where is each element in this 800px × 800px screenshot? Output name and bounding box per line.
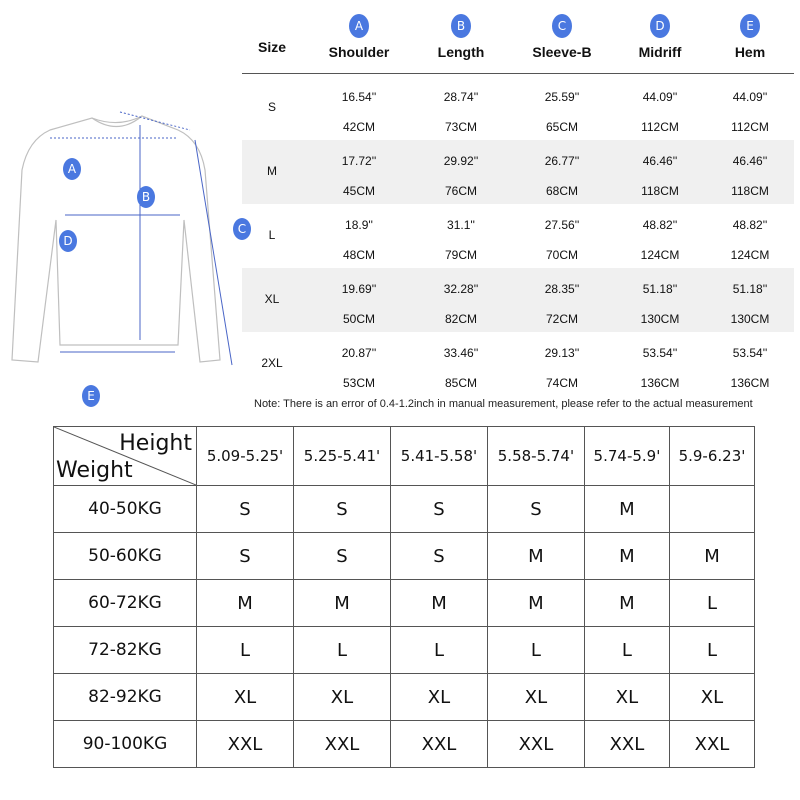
size-chart-table xyxy=(53,426,755,768)
weight-range: 90-100KG xyxy=(54,721,197,768)
inch-value: 27.56'' xyxy=(544,218,580,232)
height-axis-label: Height xyxy=(119,431,192,456)
inch-value: 53.54'' xyxy=(642,346,678,360)
height-weight-size-chart xyxy=(53,426,755,770)
size-label: M xyxy=(267,164,277,178)
size-cell: XL xyxy=(487,674,584,721)
column-header-hem xyxy=(700,14,800,60)
size-cell: S xyxy=(293,533,390,580)
badge-c: C xyxy=(233,218,251,240)
inch-value: 46.46'' xyxy=(642,154,678,168)
size-cell: S xyxy=(390,486,487,533)
size-label: XL xyxy=(264,292,280,306)
column-header-length xyxy=(411,14,511,60)
size-cell: M xyxy=(487,533,584,580)
cm-value: 65CM xyxy=(545,120,578,134)
column-label: Shoulder xyxy=(328,44,390,60)
garment-diagram xyxy=(0,100,250,420)
size-row-s xyxy=(242,76,794,140)
size-cell: S xyxy=(197,533,294,580)
cm-value: 124CM xyxy=(730,248,770,262)
height-header-row xyxy=(54,427,755,486)
weight-range: 40-50KG xyxy=(54,486,197,533)
size-cell: XXL xyxy=(293,721,390,768)
size-cell: S xyxy=(197,486,294,533)
badge-b: B xyxy=(451,14,471,38)
size-cell: L xyxy=(293,627,390,674)
size-cell: XL xyxy=(584,674,669,721)
inch-value: 26.77'' xyxy=(544,154,580,168)
size-cell: XXL xyxy=(584,721,669,768)
size-label: 2XL xyxy=(261,356,283,370)
height-range: 5.9-6.23' xyxy=(669,427,754,486)
badge-e: E xyxy=(740,14,760,38)
cm-value: 53CM xyxy=(342,376,375,390)
size-cell: XXL xyxy=(669,721,754,768)
inch-value: 51.18'' xyxy=(732,282,768,296)
cm-value: 118CM xyxy=(731,184,769,198)
inch-value: 46.46'' xyxy=(732,154,768,168)
inch-value: 51.18'' xyxy=(642,282,678,296)
inch-value: 44.09'' xyxy=(642,90,678,104)
weight-row xyxy=(54,627,755,674)
inch-value: 48.82'' xyxy=(732,218,768,232)
column-label: Hem xyxy=(734,44,766,60)
size-cell: L xyxy=(197,627,294,674)
cm-value: 124CM xyxy=(640,248,680,262)
size-cell: XXL xyxy=(197,721,294,768)
size-cell: S xyxy=(487,486,584,533)
inch-value: 17.72'' xyxy=(341,154,377,168)
cm-value: 130CM xyxy=(640,312,680,326)
size-cell: XL xyxy=(197,674,294,721)
weight-range: 60-72KG xyxy=(54,580,197,627)
column-header-midriff xyxy=(610,14,710,60)
inch-value: 53.54'' xyxy=(732,346,768,360)
weight-range: 72-82KG xyxy=(54,627,197,674)
measurement-header xyxy=(242,14,794,72)
size-label: S xyxy=(267,100,276,114)
size-cell: S xyxy=(390,533,487,580)
cm-value: 76CM xyxy=(444,184,477,198)
weight-row xyxy=(54,486,755,533)
inch-value: 28.74'' xyxy=(443,90,479,104)
size-cell: L xyxy=(669,627,754,674)
cm-value: 136CM xyxy=(730,376,770,390)
cm-value: 72CM xyxy=(545,312,578,326)
size-row-xl xyxy=(242,268,794,332)
cm-value: 79CM xyxy=(444,248,477,262)
size-cell: M xyxy=(669,533,754,580)
cm-value: 74CM xyxy=(545,376,578,390)
inch-value: 29.92'' xyxy=(443,154,479,168)
cm-value: 82CM xyxy=(444,312,477,326)
size-cell: L xyxy=(669,580,754,627)
cm-value: 85CM xyxy=(444,376,477,390)
size-cell: XL xyxy=(390,674,487,721)
weight-row xyxy=(54,721,755,768)
inch-value: 31.1'' xyxy=(447,218,475,232)
cm-value: 68CM xyxy=(545,184,578,198)
inch-value: 29.13'' xyxy=(544,346,580,360)
column-header-sleeve xyxy=(512,14,612,60)
inch-value: 19.69'' xyxy=(341,282,377,296)
cm-value: 112CM xyxy=(731,120,769,134)
size-cell: M xyxy=(584,486,669,533)
height-range: 5.58-5.74' xyxy=(487,427,584,486)
badge-a: A xyxy=(63,158,81,180)
cm-value: 118CM xyxy=(641,184,679,198)
size-label: L xyxy=(268,228,276,242)
header-divider xyxy=(242,73,794,74)
cm-value: 42CM xyxy=(342,120,375,134)
weight-range: 50-60KG xyxy=(54,533,197,580)
cm-value: 50CM xyxy=(342,312,375,326)
weight-range: 82-92KG xyxy=(54,674,197,721)
size-column-header: Size xyxy=(257,39,286,55)
size-row-l xyxy=(242,204,794,268)
weight-row xyxy=(54,674,755,721)
size-cell xyxy=(669,486,754,533)
size-row-m xyxy=(242,140,794,204)
badge-a: A xyxy=(349,14,369,38)
weight-row xyxy=(54,580,755,627)
badge-d: D xyxy=(59,230,77,252)
inch-value: 48.82'' xyxy=(642,218,678,232)
corner-cell xyxy=(54,427,197,486)
cm-value: 112CM xyxy=(641,120,679,134)
size-cell: M xyxy=(584,580,669,627)
long-sleeve-shirt-outline xyxy=(0,100,250,420)
inch-value: 18.9'' xyxy=(345,218,373,232)
size-cell: M xyxy=(293,580,390,627)
size-cell: XXL xyxy=(487,721,584,768)
cm-value: 48CM xyxy=(342,248,375,262)
size-cell: M xyxy=(197,580,294,627)
measurement-table xyxy=(242,0,794,420)
size-cell: M xyxy=(390,580,487,627)
badge-b: B xyxy=(137,186,155,208)
column-label: Length xyxy=(437,44,485,60)
size-cell: M xyxy=(584,533,669,580)
inch-value: 44.09'' xyxy=(732,90,768,104)
cm-value: 45CM xyxy=(342,184,375,198)
height-range: 5.74-5.9' xyxy=(584,427,669,486)
inch-value: 33.46'' xyxy=(443,346,479,360)
cm-value: 130CM xyxy=(730,312,770,326)
weight-row xyxy=(54,533,755,580)
column-header-shoulder xyxy=(309,14,409,60)
badge-c: C xyxy=(552,14,572,38)
size-cell: L xyxy=(584,627,669,674)
size-row-2xl xyxy=(242,332,794,396)
badge-e: E xyxy=(82,385,100,407)
inch-value: 25.59'' xyxy=(544,90,580,104)
cm-value: 136CM xyxy=(640,376,680,390)
column-label: Sleeve-B xyxy=(532,44,592,60)
size-cell: XL xyxy=(669,674,754,721)
size-cell: XXL xyxy=(390,721,487,768)
weight-axis-label: Weight xyxy=(56,458,133,483)
size-cell: XL xyxy=(293,674,390,721)
column-label: Midriff xyxy=(638,44,682,60)
inch-value: 16.54'' xyxy=(341,90,377,104)
inch-value: 28.35'' xyxy=(544,282,580,296)
size-cell: L xyxy=(487,627,584,674)
inch-value: 32.28'' xyxy=(443,282,479,296)
height-range: 5.41-5.58' xyxy=(390,427,487,486)
size-cell: L xyxy=(390,627,487,674)
size-cell: S xyxy=(293,486,390,533)
cm-value: 70CM xyxy=(545,248,578,262)
height-range: 5.09-5.25' xyxy=(197,427,294,486)
inch-value: 20.87'' xyxy=(341,346,377,360)
badge-d: D xyxy=(650,14,670,38)
size-cell: M xyxy=(487,580,584,627)
height-range: 5.25-5.41' xyxy=(293,427,390,486)
measurement-note: Note: There is an error of 0.4-1.2inch in manual measurement, please refer to the actual measurement xyxy=(254,398,753,410)
cm-value: 73CM xyxy=(444,120,477,134)
